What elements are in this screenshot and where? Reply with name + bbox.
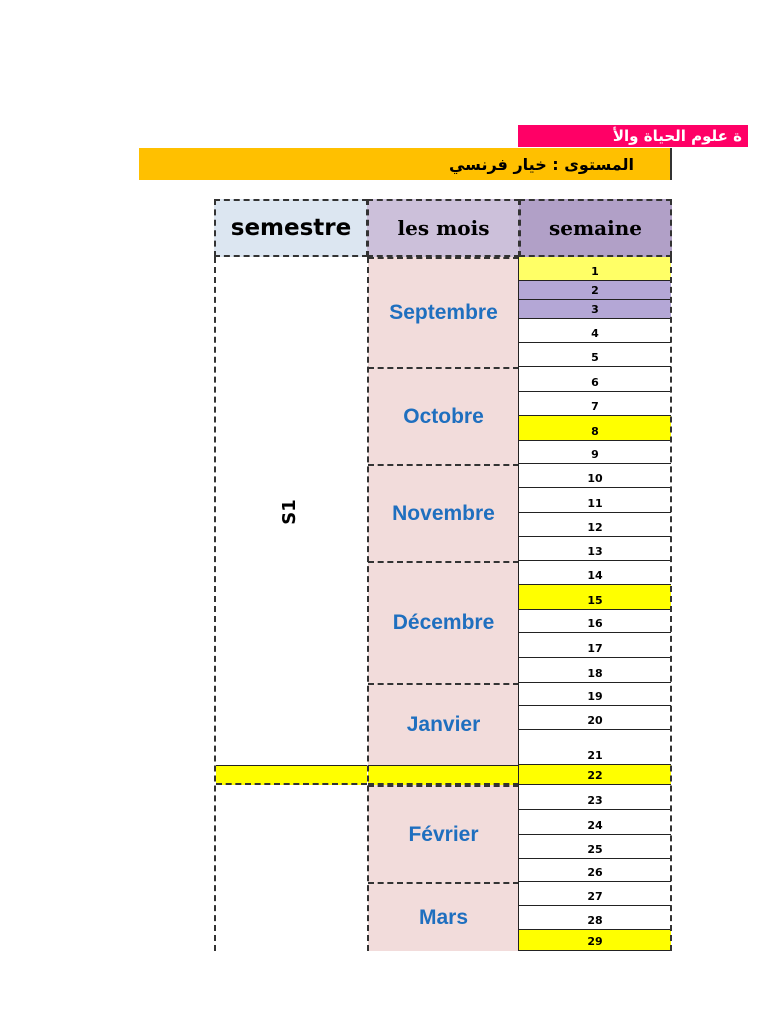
- month-cell: Janvier: [368, 683, 519, 765]
- week-row: 23: [519, 785, 671, 810]
- week-row: 11: [519, 488, 671, 513]
- header-semaine: semaine: [519, 199, 672, 257]
- week-row: 27: [519, 882, 671, 906]
- week-row: 4: [519, 319, 671, 343]
- week-row: 3: [519, 300, 671, 319]
- week-row: 14: [519, 561, 671, 585]
- column-border-mid1: [367, 257, 369, 951]
- week-row: 24: [519, 810, 671, 835]
- month-cell: Février: [368, 785, 519, 882]
- subject-banner: ة علوم الحياة والأ: [518, 125, 748, 147]
- week-row: 21: [519, 730, 671, 765]
- level-banner: [139, 148, 672, 180]
- week-row: 25: [519, 835, 671, 859]
- week-row: 9: [519, 441, 671, 464]
- month-cell: Septembre: [368, 257, 519, 367]
- semester-highlight-cell: [216, 765, 367, 785]
- week-row: 18: [519, 658, 671, 683]
- column-border-right: [670, 257, 672, 951]
- header-mois: les mois: [367, 199, 520, 257]
- month-cell: Octobre: [368, 367, 519, 464]
- week-row: 17: [519, 633, 671, 658]
- week-row: 22: [519, 765, 671, 785]
- week-row: 8: [519, 416, 671, 441]
- week-row: 6: [519, 367, 671, 392]
- column-border-left: [214, 257, 216, 951]
- week-row: 10: [519, 464, 671, 488]
- month-highlight-cell: [368, 765, 519, 785]
- week-row: 2: [519, 281, 671, 300]
- week-row: 5: [519, 343, 671, 367]
- header-semestre: semestre: [214, 199, 368, 257]
- month-cell: Décembre: [368, 561, 519, 683]
- week-row: 1: [519, 257, 671, 281]
- semester-label: S1: [279, 499, 300, 525]
- week-row: 28: [519, 906, 671, 930]
- week-row: 16: [519, 610, 671, 633]
- week-row: 29: [519, 930, 671, 951]
- column-border-mid2: [518, 257, 519, 951]
- week-row: 19: [519, 683, 671, 706]
- month-cell: Mars: [368, 882, 519, 951]
- week-row: 13: [519, 537, 671, 561]
- week-row: 26: [519, 859, 671, 882]
- week-row: 12: [519, 513, 671, 537]
- month-cell: Novembre: [368, 464, 519, 561]
- week-row: 7: [519, 392, 671, 416]
- week-row: 15: [519, 585, 671, 610]
- level-text: المستوى : خيار فرنسي: [448, 155, 634, 174]
- week-row: 20: [519, 706, 671, 730]
